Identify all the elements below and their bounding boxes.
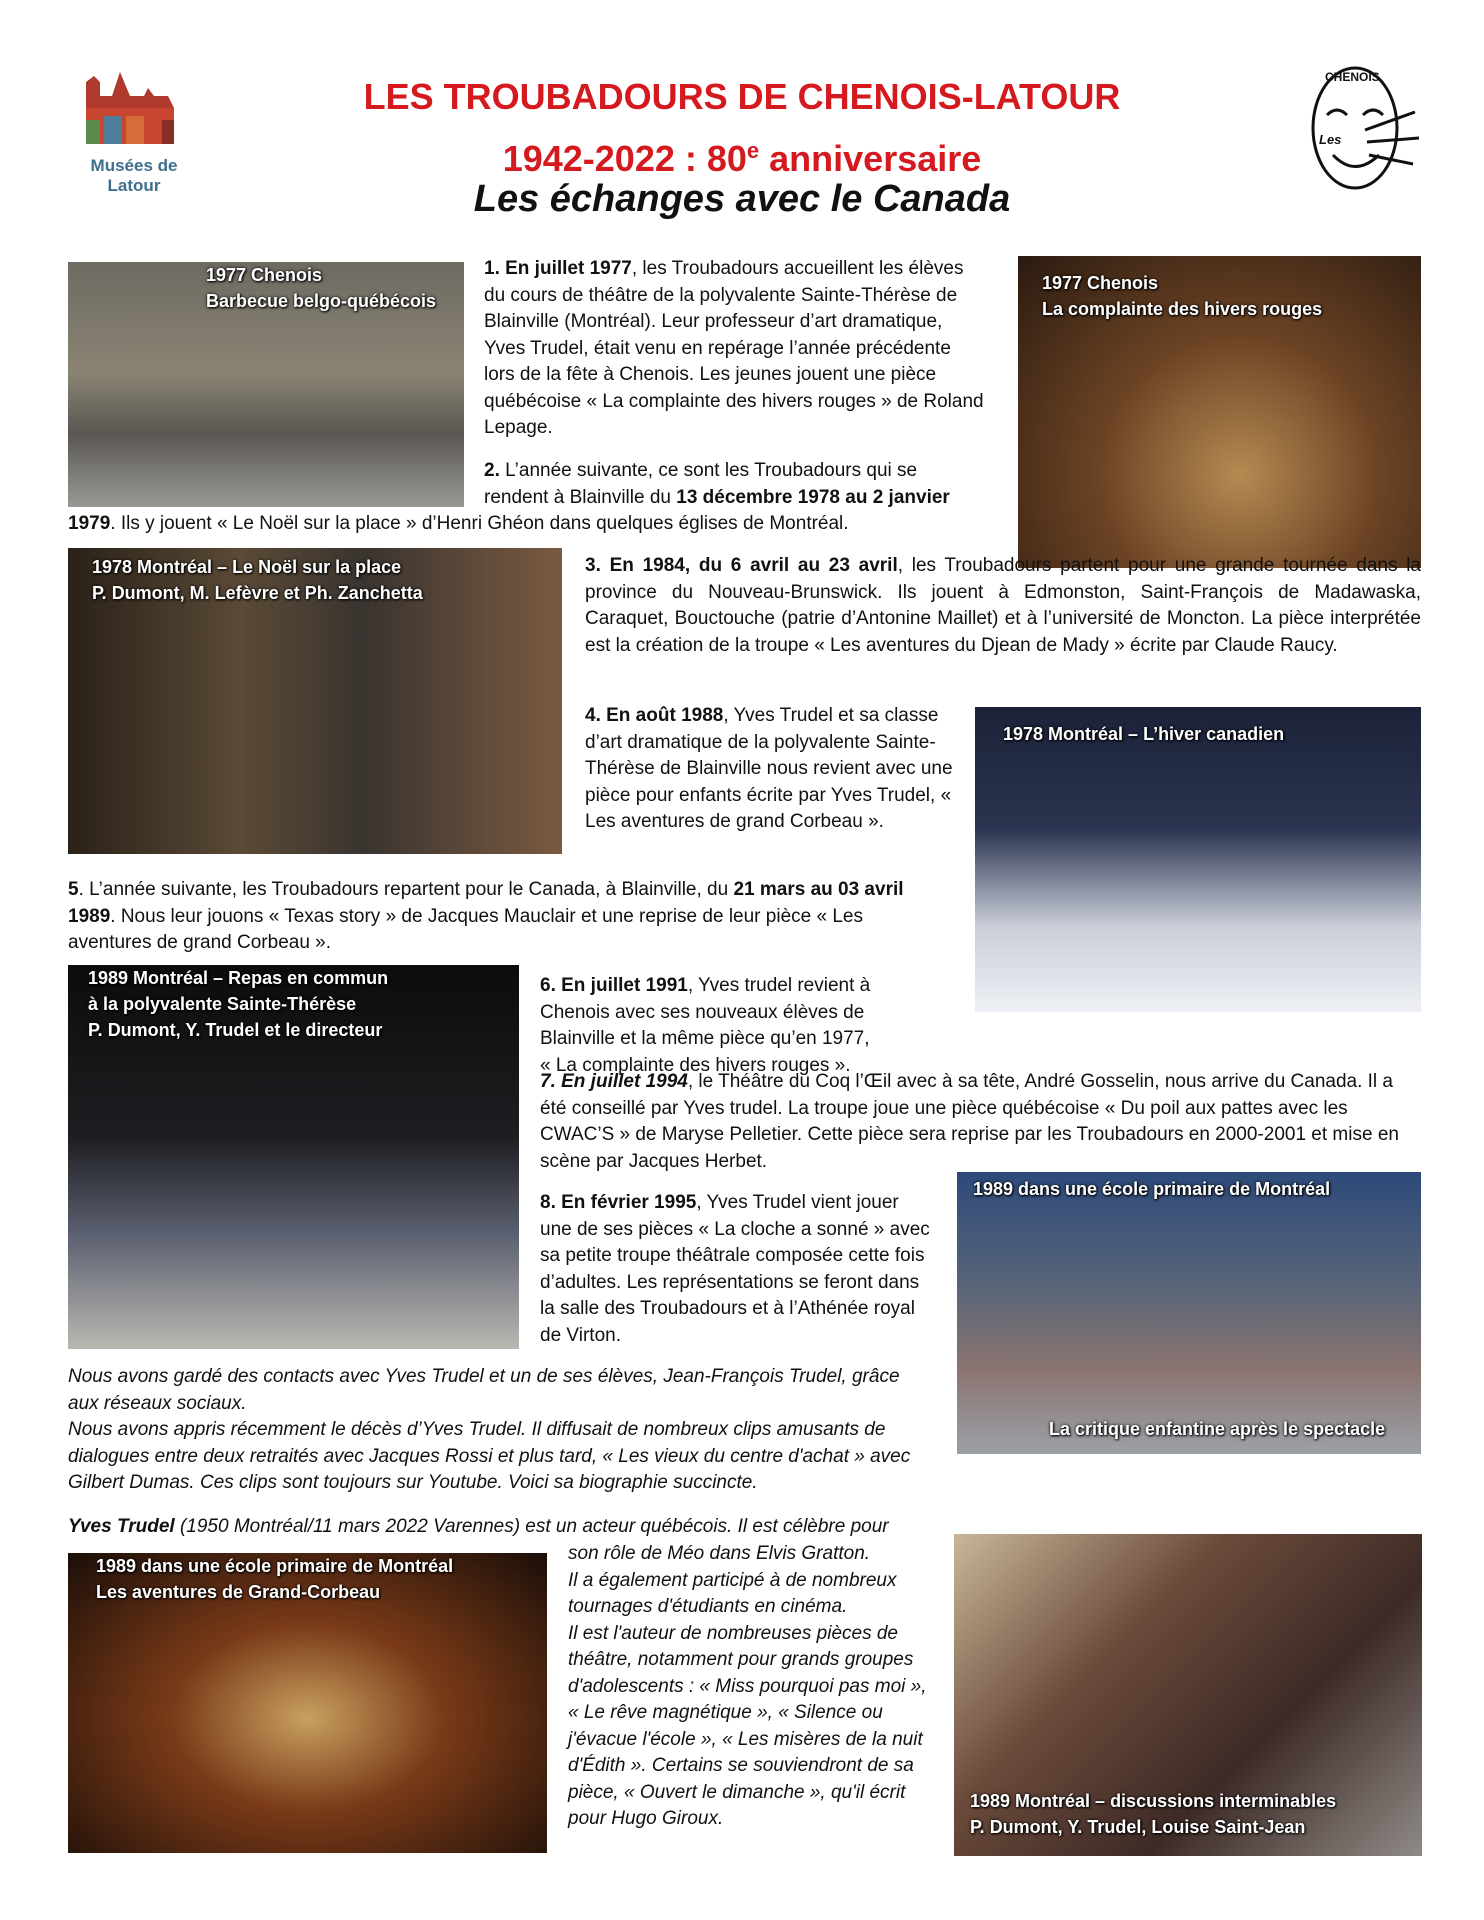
paragraph-5	[68, 877, 948, 957]
paragraph-text: . Nous leur jouons « Texas story » de Jacques Mauclair et une reprise de leur pièce « Les aventures de grand Corbeau ».	[68, 905, 863, 953]
paragraph-3	[585, 553, 1421, 659]
page-title: LES TROUBADOURS DE CHENOIS-LATOUR	[363, 76, 1121, 117]
photo-caption: 1989 Montréal – discussions interminables	[970, 1791, 1337, 1811]
photo-caption: 1978 Montréal – L’hiver canadien	[1003, 724, 1285, 744]
anniversary-tail: anniversaire	[759, 138, 982, 179]
bio-line: Il est l'auteur de nombreuses pièces de théâtre, notamment pour grands groupes d'adolescents : « Miss pourquoi pas moi », « Le rêve magnétique », « Silence ou j'évacue l'école », « Les misères de la nuit d'Édith ». Certains se souviendront de sa pièce, « Ouvert le dimanche », qu'il écrit pour Hugo Giroux.	[568, 1622, 927, 1829]
logo-right-bottom-text: Les	[1319, 132, 1342, 147]
troubadours-mask-logo	[1305, 60, 1423, 195]
paragraph-year: 1979	[68, 513, 111, 534]
paragraph-num: 5	[68, 879, 79, 900]
paragraph-lead: 1. En juillet 1977	[484, 258, 632, 279]
paragraph-lead: 6. En juillet 1991	[540, 975, 688, 996]
paragraph-text: , les Troubadours partent pour une grande tournée dans la province du Nouveau-Brunswick. Ils jouent à Edmonston, Saint-François de Madawaska, Caraquet, Bouctouche (patrie d’Antonine Maillet) et à l’université de Moncton. La pièce interprétée est la création de la troupe « Les aventures du Djean de Mady » écrite par Claude Raucy.	[585, 555, 1421, 656]
photo-caption: La critique enfantine après le spectacle	[1049, 1419, 1386, 1439]
anniversary-main: 1942-2022 : 80	[502, 138, 747, 179]
anniversary-sup: e	[746, 138, 760, 163]
anniversary-title	[300, 124, 1184, 186]
paragraph-2a	[484, 458, 984, 511]
photo-caption: P. Dumont, Y. Trudel, Louise Saint-Jean	[970, 1817, 1306, 1837]
photo-caption: 1989 Montréal – Repas en commun	[88, 968, 389, 988]
bio-text: (1950 Montréal/11 mars 2022 Varennes) est un acteur québécois. Il est célèbre pour	[174, 1516, 889, 1537]
bio-intro	[68, 1514, 938, 1541]
paragraph-lead: 7. En juillet 1994	[540, 1071, 688, 1092]
bio-line: son rôle de Méo dans Elvis Gratton.	[568, 1543, 871, 1564]
photo-caption: Les aventures de Grand-Corbeau	[96, 1582, 381, 1602]
photo-ecole-critique-1989	[957, 1172, 1421, 1454]
logo-left-text: Musées de Latour	[90, 156, 178, 195]
contacts-text-1: Nous avons gardé des contacts avec Yves Trudel et un de ses élèves, Jean-François Trudel, grâce aux réseaux sociaux.	[68, 1366, 900, 1414]
paragraph-lead: 4. En août 1988	[585, 705, 724, 726]
photo-caption: 1977 Chenois	[1042, 273, 1159, 293]
photo-repas-1989	[68, 965, 519, 1349]
paragraph-text: . Ils y jouent « Le Noël sur la place » d’Henri Ghéon dans quelques églises de Montréal.	[110, 513, 849, 534]
paragraph-text: , les Troubadours accueillent les élèves du cours de théâtre de la polyvalente Sainte-Thérèse de Blainville (Montréal). Leur professeur d’art dramatique, Yves Trudel, était venu en repérage l’année précédente lors de la fête à Chenois. Les jeunes jouent une pièce québécoise « La complainte des hivers rouges » de Roland Lepage.	[484, 258, 984, 438]
photo-complainte-1977	[1018, 256, 1421, 568]
paragraph-2b	[68, 511, 988, 538]
paragraph-1	[484, 256, 984, 442]
photo-grand-corbeau-1989	[68, 1553, 547, 1853]
paragraph-text: , Yves Trudel et sa classe d’art dramatique de la polyvalente Sainte-Thérèse de Blainville nous revient avec une pièce pour enfants écrite par Yves Trudel, « Les aventures de grand Corbeau ».	[585, 705, 953, 832]
paragraph-dates: 13 décembre 1978 au 2 janvier	[676, 486, 950, 508]
paragraph-6	[540, 973, 880, 1079]
paragraph-text: L’année suivante, ce sont les Troubadours qui se rendent à Blainville du	[484, 460, 918, 508]
logo-right-top-text: CHENOIS	[1325, 70, 1380, 84]
photo-caption: 1977 Chenois	[206, 265, 323, 285]
photo-hiver-canadien-1978	[975, 707, 1421, 1012]
photo-caption: P. Dumont, M. Lefèvre et Ph. Zanchetta	[92, 583, 423, 603]
photo-noel-1978	[68, 548, 562, 854]
paragraph-dates: 21 mars au 03 avril 1989	[68, 879, 904, 927]
paragraph-4	[585, 703, 960, 836]
paragraph-text: , Yves trudel revient à Chenois avec ses nouveaux élèves de Blainville et la même pièce qu’en 1977, « La complainte des hivers rouges ».	[540, 975, 871, 1076]
paragraph-text: , Yves Trudel vient jouer une de ses pièces « La cloche a sonné » avec sa petite troupe théâtrale composée cette fois d’adultes. Les représentations se feront dans la salle des Troubadours et à l’Athénée royal de Virton.	[540, 1192, 930, 1346]
paragraph-8	[540, 1190, 930, 1349]
page-subtitle: Les échanges avec le Canada	[473, 178, 1011, 220]
photo-caption: 1989 dans une école primaire de Montréal	[973, 1179, 1331, 1199]
contacts-text-2: Nous avons appris récemment le décès d’Yves Trudel. Il diffusait de nombreux clips amusants de dialogues entre deux retraités avec Jacques Rossi et plus tard, « Les vieux du centre d'achat » avec Gilbert Dumas. Ces clips sont toujours sur Youtube. Voici sa biographie succincte.	[68, 1419, 911, 1493]
photo-caption: Barbecue belgo-québécois	[206, 291, 437, 311]
photo-caption: 1978 Montréal – Le Noël sur la place	[92, 557, 402, 577]
photo-caption: La complainte des hivers rouges	[1042, 299, 1323, 319]
photo-barbecue-1977	[68, 262, 464, 507]
photo-caption: 1989 dans une école primaire de Montréal	[96, 1556, 454, 1576]
paragraph-7	[540, 1069, 1422, 1175]
paragraph-lead: 8. En février 1995	[540, 1192, 697, 1213]
paragraph-num: 2.	[484, 460, 500, 481]
photo-discussions-1989	[954, 1534, 1422, 1856]
musees-de-latour-logo	[64, 68, 204, 195]
photo-caption: à la polyvalente Sainte-Thérèse	[88, 994, 357, 1014]
contacts-paragraph	[68, 1364, 928, 1497]
paragraph-text: . L’année suivante, les Troubadours repartent pour le Canada, à Blainville, du	[78, 879, 734, 900]
photo-caption: P. Dumont, Y. Trudel et le directeur	[88, 1020, 383, 1040]
bio-body	[568, 1541, 938, 1833]
bio-line: Il a également participé à de nombreux tournages d'étudiants en cinéma.	[568, 1569, 897, 1617]
paragraph-text: , le Théâtre du Coq l’Œil avec à sa tête, André Gosselin, nous arrive du Canada. Il a été conseillé par Yves trudel. La troupe joue une pièce québécoise « Du poil aux pattes avec les CWAC’S » de Maryse Pelletier. Cette pièce sera reprise par les Troubadours en 2000-2001 et mise en scène par Jacques Herbet.	[540, 1071, 1399, 1172]
paragraph-lead: 3. En 1984, du 6 avril au 23 avril	[585, 555, 898, 576]
bio-name: Yves Trudel	[68, 1516, 175, 1537]
